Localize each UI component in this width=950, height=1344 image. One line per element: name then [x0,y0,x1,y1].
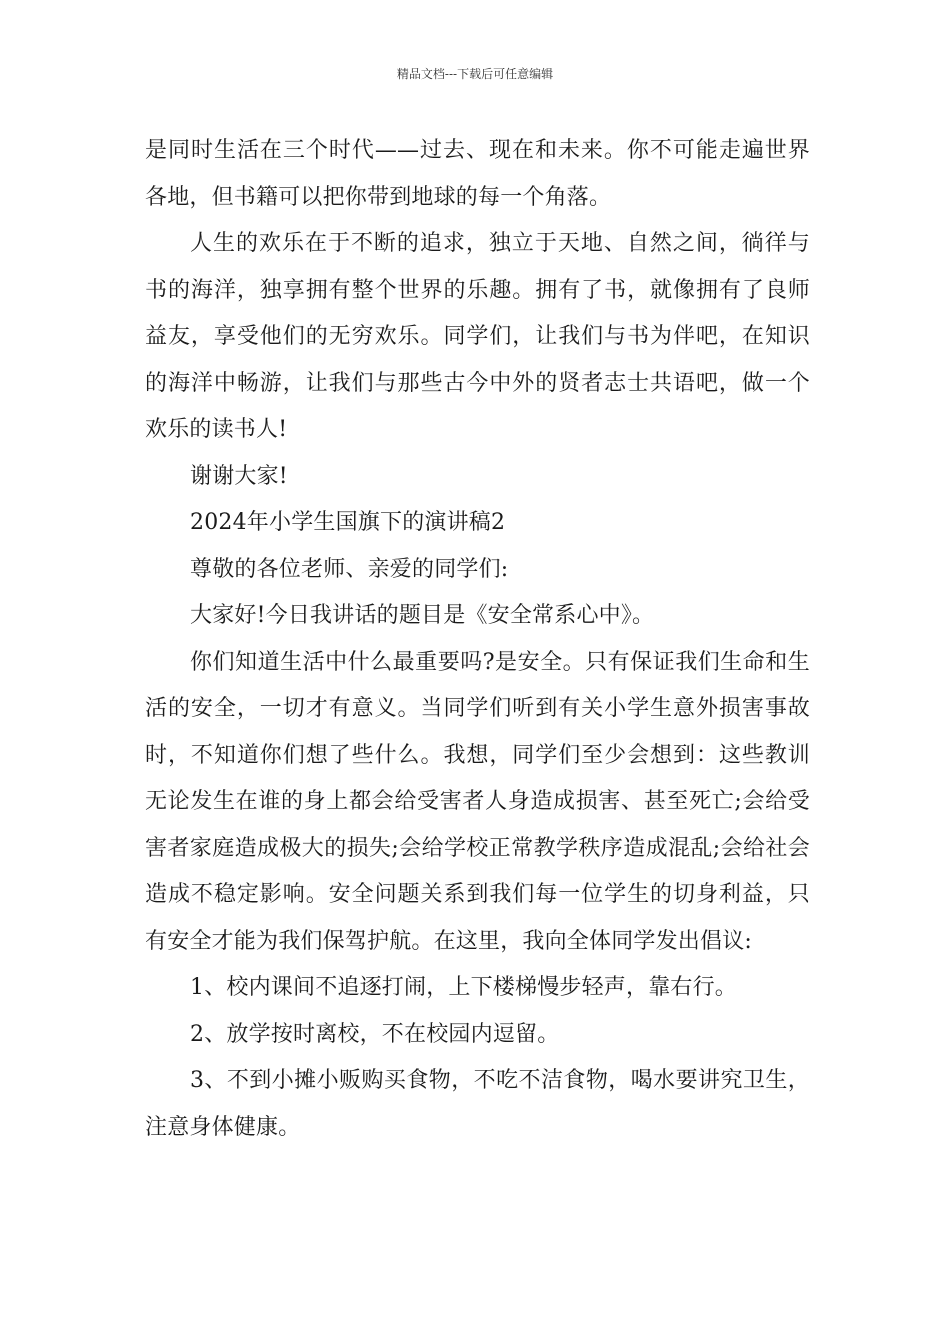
paragraph-thanks: 谢谢大家! [190,463,288,489]
paragraph-safety: 你们知道生活中什么最重要吗?是安全。只有保证我们生命和生活的安全，一切才有意义。当同学们听到有关小学生意外损害事故时，不知道你们想了些什么。我想，同学们至少会想到：这些教训无论发生在谁的身上都会给受害者人身造成损害、甚至死亡;会给受害者家庭造成极大的损失;会给学校正常教学秩序造成混乱;会给社会造成不稳定影响。安全问题关系到我们每一位学生的切身利益，只有安全才能为我们保驾护航。在这里，我向全体同学发出倡议: [145,649,810,954]
paragraph-greeting: 大家好!今日我讲话的题目是《安全常系心中》。 [190,603,655,628]
speech-title: 2024年小学生国旗下的演讲稿2 [190,510,506,535]
list-item-3: 3、不到小摊小贩购买食物，不吃不洁食物，喝水要讲究卫生，注意身体健康。 [145,1068,810,1140]
document-body [145,128,810,1151]
paragraph-joy-of-reading: 人生的欢乐在于不断的追求，独立于天地、自然之间，徜徉与书的海洋，独享拥有整个世界的乐趣。拥有了书，就像拥有了良师益友，享受他们的无穷欢乐。同学们，让我们与书为伴吧，在知识的海洋中畅游，让我们与那些古今中外的贤者志士共语吧，做一个欢乐的读书人! [145,231,810,442]
salutation: 尊敬的各位老师、亲爱的同学们: [190,556,509,582]
list-item-2: 2、放学按时离校，不在校园内逗留。 [190,1021,560,1047]
page-header: 精品文档---下载后可任意编辑 [396,67,554,81]
paragraph-continuation: 是同时生活在三个时代——过去、现在和未来。你不可能走遍世界各地，但书籍可以把你带到地球的每一个角落。 [145,138,810,210]
list-item-1: 1、校内课间不追逐打闹，上下楼梯慢步轻声，靠右行。 [190,975,737,1000]
